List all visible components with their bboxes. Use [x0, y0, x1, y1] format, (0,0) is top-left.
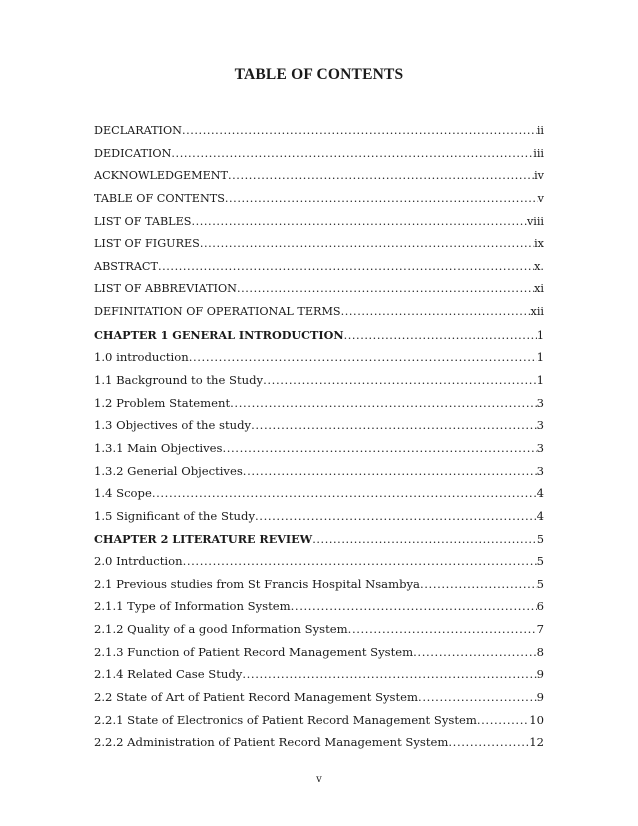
- toc-entry: [94, 554, 544, 577]
- toc-entry-page: 6: [536, 599, 544, 614]
- toc-entry-page: xii: [530, 305, 544, 319]
- toc-entry-page: 3: [536, 395, 544, 410]
- dot-leader: [189, 350, 537, 364]
- toc-entry-page: 4: [536, 486, 544, 501]
- page-number: v: [316, 774, 322, 785]
- table-of-contents: [94, 124, 544, 758]
- toc-entry-title: TABLE OF CONTENTS: [94, 191, 225, 205]
- toc-entry: [94, 577, 544, 600]
- dot-leader: [255, 509, 537, 523]
- toc-entry-page: 5: [536, 576, 544, 591]
- toc-entry: [94, 396, 544, 419]
- dot-leader: [200, 237, 534, 250]
- toc-entry: [94, 441, 544, 464]
- dot-leader: [230, 396, 536, 410]
- toc-entry-page: 5: [536, 532, 544, 546]
- toc-entry-page: 3: [536, 440, 544, 455]
- dot-leader: [228, 169, 534, 182]
- dot-leader: [222, 441, 536, 455]
- toc-entry-page: v: [537, 191, 544, 205]
- toc-entry-title: LIST OF TABLES: [94, 214, 192, 228]
- toc-entry-page: ix: [534, 237, 544, 251]
- toc-entry-title: 1.1 Background to the Study: [94, 373, 264, 388]
- dot-leader: [263, 373, 537, 387]
- toc-entry-page: iii: [533, 146, 544, 160]
- dot-leader: [341, 305, 531, 318]
- toc-entry-page: iv: [534, 169, 544, 183]
- toc-entry-page: 8: [536, 644, 544, 659]
- toc-entry: [94, 373, 544, 396]
- toc-entry-title: LIST OF FIGURES: [94, 237, 200, 251]
- toc-entry: [94, 645, 544, 668]
- toc-entry: [94, 464, 544, 487]
- toc-entry-title: 1.3.2 Generial Objectives: [94, 463, 243, 478]
- toc-entry-page: ii: [536, 124, 544, 137]
- toc-entry: [94, 532, 544, 555]
- dot-leader: [448, 735, 529, 749]
- toc-entry-page: 1: [536, 350, 544, 365]
- dot-leader: [171, 147, 533, 160]
- toc-entry-title: 1.5 Significant of the Study: [94, 508, 255, 523]
- toc-entry-page: 3: [536, 463, 544, 478]
- toc-entry: [94, 169, 544, 192]
- toc-entry: [94, 599, 544, 622]
- dot-leader: [243, 464, 537, 478]
- dot-leader: [312, 533, 537, 546]
- toc-entry-title: ACKNOWLEDGEMENT: [94, 169, 228, 183]
- dot-leader: [413, 645, 536, 659]
- dot-leader: [251, 418, 537, 432]
- toc-entry: [94, 260, 544, 283]
- toc-entry: [94, 486, 544, 509]
- toc-entry-title: 2.1.2 Quality of a good Information System: [94, 622, 348, 637]
- toc-entry-title: 2.2.2 Administration of Patient Record Management System: [94, 735, 449, 750]
- toc-entry-title: 1.0 introduction: [94, 350, 189, 365]
- toc-entry-title: 2.1 Previous studies from St Francis Hospital Nsambya: [94, 576, 420, 591]
- toc-entry: [94, 622, 544, 645]
- toc-entry-page: 10: [529, 712, 544, 727]
- toc-entry-page: 4: [536, 508, 544, 523]
- toc-entry-page: xi: [534, 282, 544, 296]
- toc-entry: [94, 667, 544, 690]
- dot-leader: [477, 713, 529, 727]
- toc-entry-page: 9: [536, 667, 544, 682]
- dot-leader: [158, 260, 534, 273]
- toc-entry: [94, 282, 544, 305]
- toc-entry: [94, 192, 544, 215]
- toc-entry-page: 7: [536, 622, 544, 637]
- toc-entry: [94, 147, 544, 170]
- toc-entry: [94, 690, 544, 713]
- dot-leader: [291, 599, 537, 613]
- toc-entry-title: 2.2 State of Art of Patient Record Management System: [94, 690, 419, 705]
- toc-entry-title: ABSTRACT: [94, 259, 158, 273]
- toc-entry: [94, 735, 544, 758]
- toc-entry-title: DECLARATION: [94, 124, 182, 137]
- toc-entry-title: CHAPTER 2 LITERATURE REVIEW: [94, 531, 313, 546]
- toc-entry-title: CHAPTER 1 GENERAL INTRODUCTION: [94, 327, 344, 342]
- dot-leader: [183, 554, 537, 568]
- toc-entry-page: 1: [536, 373, 544, 388]
- toc-entry-title: 1.2 Problem Statement: [94, 395, 231, 410]
- toc-entry-title: 2.1.1 Type of Information System: [94, 599, 291, 614]
- toc-entry-title: 2.0 Intrduction: [94, 554, 183, 569]
- toc-entry-page: 9: [536, 690, 544, 705]
- toc-entry-page: 5: [536, 554, 544, 569]
- toc-entry-page: 3: [536, 418, 544, 433]
- toc-entry-page: viii: [526, 214, 544, 228]
- toc-entry-page: x.: [534, 259, 544, 273]
- dot-leader: [242, 667, 536, 681]
- toc-entry-page: 12: [529, 735, 544, 750]
- document-title: TABLE OF CONTENTS: [234, 66, 404, 83]
- toc-entry-title: 2.1.3 Function of Patient Record Management System: [94, 644, 414, 659]
- toc-entry-title: 2.1.4 Related Case Study: [94, 667, 243, 682]
- dot-leader: [237, 282, 534, 295]
- toc-entry-title: DEDICATION: [94, 146, 172, 160]
- toc-entry: [94, 509, 544, 532]
- toc-entry: [94, 237, 544, 260]
- toc-entry-title: LIST OF ABBREVIATION: [94, 282, 237, 296]
- toc-entry: [94, 713, 544, 736]
- dot-leader: [191, 215, 527, 228]
- toc-entry-title: DEFINITATION OF OPERATIONAL TERMS: [94, 305, 341, 319]
- dot-leader: [344, 329, 537, 342]
- toc-entry: [94, 215, 544, 238]
- dot-leader: [418, 690, 537, 704]
- toc-entry-title: 1.3 Objectives of the study: [94, 418, 252, 433]
- toc-entry-title: 1.4 Scope: [94, 486, 152, 501]
- toc-entry: [94, 124, 544, 147]
- toc-entry: [94, 418, 544, 441]
- toc-entry: [94, 350, 544, 373]
- dot-leader: [182, 124, 537, 137]
- dot-leader: [225, 192, 538, 205]
- toc-entry-page: 1: [536, 328, 544, 342]
- dot-leader: [420, 577, 537, 591]
- toc-entry-title: 1.3.1 Main Objectives: [94, 440, 223, 455]
- dot-leader: [152, 486, 537, 500]
- dot-leader: [348, 622, 537, 636]
- toc-entry: [94, 305, 544, 328]
- toc-entry-title: 2.2.1 State of Electronics of Patient Record Management System: [94, 712, 477, 727]
- toc-entry: [94, 328, 544, 351]
